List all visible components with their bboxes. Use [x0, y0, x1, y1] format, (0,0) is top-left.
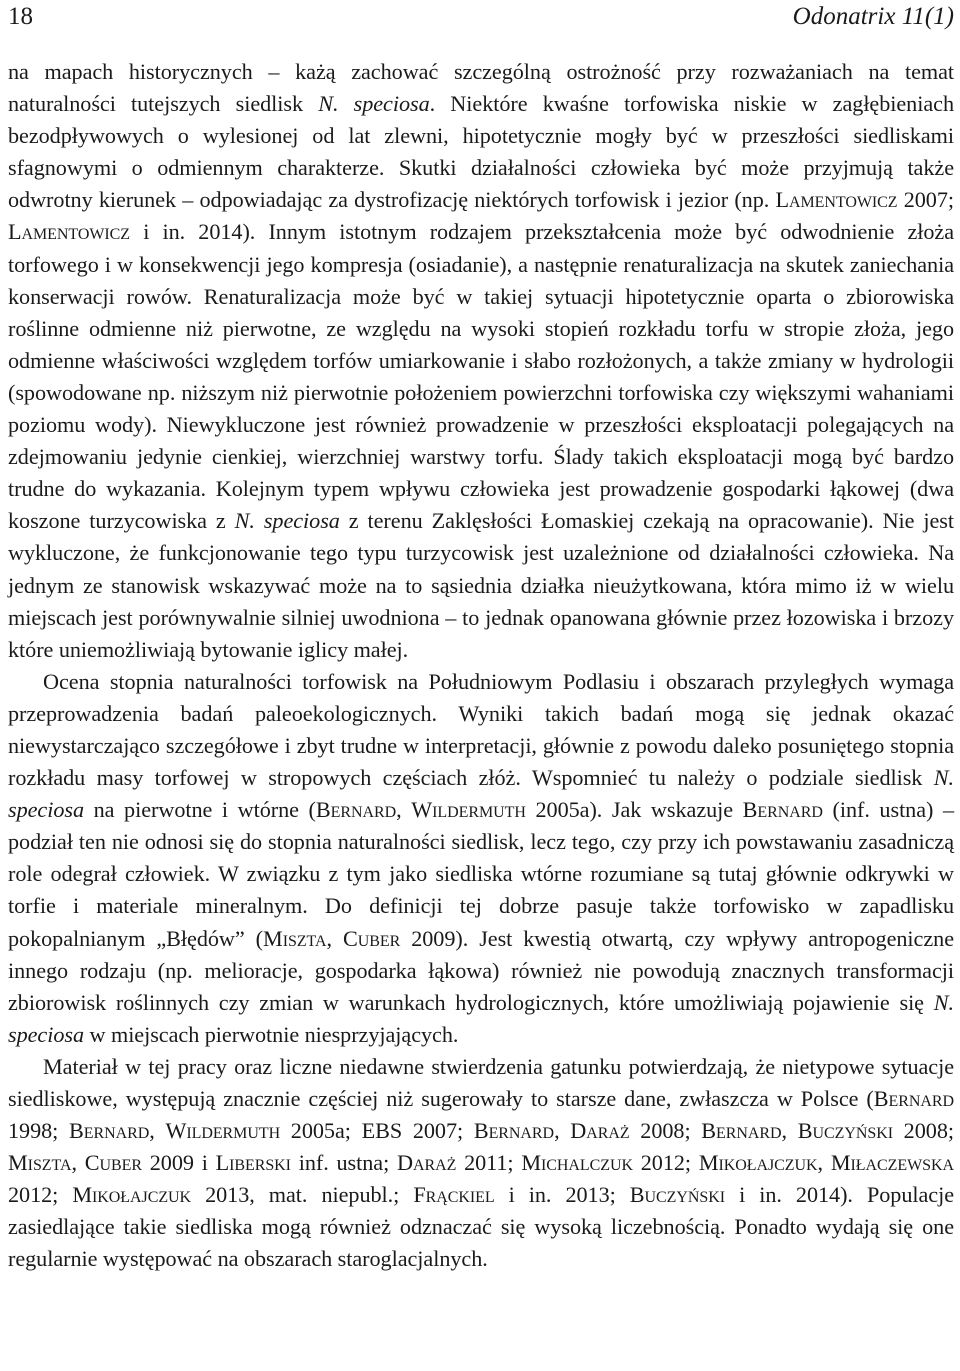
text-run: i in. 2013;	[494, 1182, 630, 1208]
text-run: 2008;	[892, 1118, 954, 1144]
citation-author: Buczyński	[797, 1118, 893, 1144]
citation-author: Bernard	[69, 1118, 150, 1144]
species-name: N. speciosa	[8, 989, 954, 1047]
text-run: na pierwotne i wtórne (	[84, 797, 316, 823]
species-name: N. speciosa	[234, 508, 340, 534]
text-run: w miejscach pierwotnie niesprzyjających.	[84, 1021, 459, 1047]
citation-author: Daraż	[396, 1150, 457, 1176]
citation-author: Cuber	[84, 1150, 142, 1176]
text-run: inf. ustna;	[290, 1150, 397, 1176]
text-run: i in. 2014). Innym istotnym rodzajem przekształcenia może być odwodnienie złoża torfowego i w konsekwencji jego kompresja (osiadanie), a następnie renaturalizacja na skutek zaniechania konserwacji rowów. Renaturalizacja może być w takiej sytuacji hipotetycznie oparta o zbiorowiska roślinne odmienne niż pierwotne, ze względu na wysoki stopień rozkładu torfu w stropie złoża, jego odmienne właściwości względem torfów umiarkowanie i słabo rozłożonych, a także zmiany w hydrologii (spowodowane np. niższym niż pierwotnie położeniem powierzchni torfowiska czy większymi wahaniami poziomu wody). Niewykluczone jest również prowadzenie w przeszłości eksploatacji polegających na zdejmowaniu jedynie cienkiej, wierzchniej warstwy torfu. Ślady takich eksploatacji mogą być bardzo trudne do wykazania. Kolejnym typem wpływu człowieka jest prowadzenie gospodarki łąkowej (dwa koszone turzycowiska z	[8, 219, 954, 534]
citation-author: Mikołajczuk	[698, 1150, 818, 1176]
citation-author: Wildermuth	[165, 1118, 281, 1144]
page-number: 18	[8, 3, 33, 30]
text-run: ,	[554, 1118, 571, 1144]
journal-title: Odonatrix 11(1)	[792, 3, 954, 30]
citation-author: Bernard	[742, 797, 823, 823]
citation-author: Cuber	[342, 925, 401, 951]
citation-author: Michalczuk	[521, 1150, 633, 1176]
citation-author: Miszta	[263, 925, 327, 951]
text-run: ,	[71, 1150, 85, 1176]
text-run: z terenu Zaklęsłości Łomaskiej czekają na opracowanie). Nie jest wykluczone, że funkcjonowanie tego typu turzycowisk jest uzależnione od działalności człowieka. Na jednym ze stanowisk wskazywać może na to sąsiednia działka nieużytkowana, która mimo iż w wielu miejscach jest porównywalnie silniej uwodniona – to jednak opanowana głównie przez łozowiska i brzozy które uniemożliwiają bytowanie iglicy małej.	[8, 508, 954, 662]
text-run: 2009). Jest kwestią otwartą, czy wpływy antropogeniczne innego rodzaju (np. melioracje, gospodarka łąkowa) również nie powodują znacznych transformacji zbiorowisk roślinnych czy zmian w warunkach hydrologicznych, które umożliwiają pojawienie się	[8, 925, 954, 1015]
text-run: 2008;	[629, 1118, 702, 1144]
text-run: ,	[781, 1118, 798, 1144]
text-run: i in. 2014). Populacje zasiedlające takie siedliska mogą również odznaczać się wysoką liczebnością. Ponadto wydają się one regularnie występować na obszarach staroglacjalnych.	[8, 1182, 955, 1272]
citation-author: Bernard	[473, 1118, 555, 1144]
citation-author: Bernard	[701, 1118, 782, 1144]
citation-author: Mikołajczuk	[72, 1182, 192, 1208]
paragraph-2	[8, 666, 954, 1051]
text-run: 2012;	[8, 1182, 73, 1208]
text-run: . Niektóre kwaśne torfowiska niskie w zagłębieniach bezodpływowych o wylesionej od lat zlewni, hipotetycznie mogły być w przeszłości siedliskami sfagnowymi o odmiennym charakterze. Skutki działalności człowieka być może przyjmują także odwrotny kierunek – odpowiadając za dystrofizację niektórych torfowisk i jezior (np.	[8, 91, 954, 213]
text-run: 2011;	[456, 1150, 522, 1176]
text-run: 2007;	[897, 187, 954, 213]
text-run: Ocena stopnia naturalności torfowisk na Południowym Podlasiu i obszarach przyległych wymaga przeprowadzenia badań paleoekologicznych. Wyniki takich badań mogą się jednak okazać niewystarczająco szczegółowe i zbyt trudne w interpretacji, głównie z powodu daleko posuniętego stopnia rozkładu masy torfowej w stropowych częściach złóż. Wspomnieć tu należy o podziale siedlisk	[8, 668, 954, 791]
text-run: 1998;	[8, 1118, 69, 1144]
citation-author: Miszta	[8, 1150, 72, 1176]
text-run: 2005a). Jak wskazuje	[525, 797, 743, 823]
citation-author: Bernard	[873, 1086, 954, 1111]
text-run: 2013, mat. niepubl.;	[191, 1182, 414, 1208]
citation-author: Daraż	[570, 1118, 630, 1144]
citation-author: Lamentowicz	[775, 187, 898, 213]
citation-author: Liberski	[215, 1150, 291, 1176]
paragraph-1	[8, 56, 954, 666]
citation-author: Lamentowicz	[8, 219, 131, 245]
citation-author: Miłaczewska	[830, 1150, 954, 1176]
citation-author: Frąckiel	[413, 1182, 495, 1208]
text-run: Materiał w tej pracy oraz liczne niedawne stwierdzenia gatunku potwierdzają, że nietypowe sytuacje siedliskowe, występują znacznie częściej niż sugerowały to starsze dane, zwłaszcza w Polsce (	[8, 1053, 954, 1111]
text-run: 2005a; EBS 2007;	[280, 1118, 474, 1144]
citation-author: Bernard	[315, 797, 397, 823]
species-name: N. speciosa	[8, 765, 954, 823]
running-head	[8, 0, 954, 36]
citation-author: Buczyński	[629, 1182, 726, 1208]
text-run: 2012;	[632, 1150, 699, 1176]
text-run: 2009 i	[141, 1150, 216, 1176]
text-run: (inf. ustna) – podział ten nie odnosi się do stopnia naturalności siedlisk, lecz tego, czy przy ich powstawaniu zasadniczą role odegrał człowiek. W związku z tym jako siedliska wtórne rozumiane są tutaj głównie odkrywki w torfie i materiale mineralnym. Do definicji tej dobrze pasuje także torfowisko w zapadlisku pokopalnianym „Błędów” (	[8, 797, 954, 951]
species-name: N. speciosa	[318, 91, 430, 117]
text-run: na mapach historycznych – każą zachować szczególną ostrożność przy rozważaniach na temat naturalności tutejszych siedlisk	[8, 59, 954, 117]
body-text	[8, 56, 954, 1276]
text-run: ,	[396, 797, 412, 823]
paragraph-3	[8, 1051, 954, 1276]
text-run: ,	[326, 925, 343, 951]
text-run: ,	[149, 1118, 166, 1144]
text-run: ,	[817, 1150, 831, 1176]
citation-author: Wildermuth	[411, 797, 526, 823]
